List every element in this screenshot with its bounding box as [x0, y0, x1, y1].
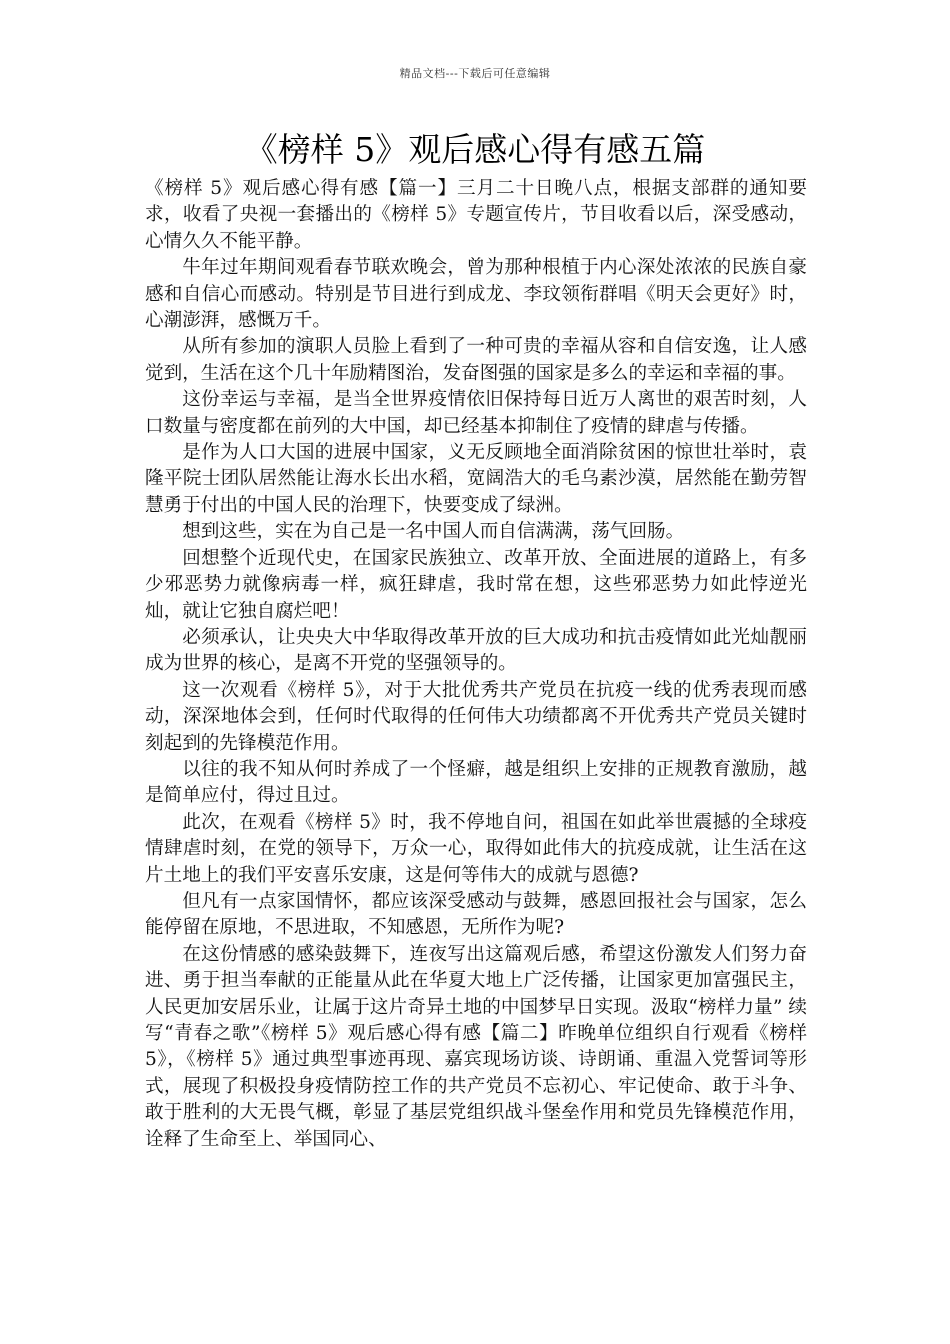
document-body — [145, 176, 807, 1153]
paragraph: 必须承认，让央央大中华取得改革开放的巨大成功和抗击疫情如此光灿靓丽成为世界的核心，是离不开党的坚强领导的。 — [145, 626, 807, 675]
paragraph: 在这份情感的感染鼓舞下，连夜写出这篇观后感，希望这份激发人们努力奋进、勇于担当奉献的正能量从此在华夏大地上广泛传播，让国家更加富强民主，人民更加安居乐业，让属于这片奇异土地的中国梦早日实现。汲取“榜样力量” 续写“青春之歌”《榜样 5》观后感心得有感【篇二】昨晚单位组织自行观看《榜样 5》，《榜样 5》通过典型事迹再现、嘉宾现场访谈、诗朗诵、重温入党誓词等形式，展现了积极投身疫情防控工作的共产党员不忘初心、牢记使命、敢于斗争、敢于胜利的大无畏气概，彰显了基层党组织战斗堡垒作用和党员先锋模范作用，诠释了生命至上、举国同心、 — [145, 943, 807, 1150]
paragraph: 《榜样 5》观后感心得有感【篇一】三月二十日晚八点，根据支部群的通知要求，收看了央视一套播出的《榜样 5》专题宣传片，节目收看以后，深受感动，心情久久不能平静。 — [145, 178, 807, 252]
header-note: 精品文档---下载后可任意编辑 — [399, 67, 551, 80]
paragraph: 但凡有一点家国情怀，都应该深受感动与鼓舞，感恩回报社会与国家，怎么能停留在原地，不思进取，不知感恩，无所作为呢? — [145, 890, 807, 939]
paragraph: 牛年过年期间观看春节联欢晚会，曾为那种根植于内心深处浓浓的民族自豪感和自信心而感动。特别是节目进行到成龙、李玟领衔群唱《明天会更好》时，心潮澎湃，感慨万千。 — [145, 257, 807, 332]
paragraph: 这份幸运与幸福，是当全世界疫情依旧保持每日近万人离世的艰苦时刻，人口数量与密度都在前列的大中国，却已经基本抑制住了疫情的肆虐与传播。 — [145, 389, 807, 437]
document-title: 《榜样 5》观后感心得有感五篇 — [244, 130, 706, 169]
paragraph: 想到这些，实在为自己是一名中国人而自信满满，荡气回肠。 — [182, 521, 685, 543]
paragraph: 是作为人口大国的进展中国家，义无反顾地全面消除贫困的惊世壮举时，袁隆平院士团队居然能让海水长出水稻，宽阔浩大的毛乌素沙漠，居然能在勤劳智慧勇于付出的中国人民的治理下，快要变成了绿洲。 — [145, 442, 807, 516]
paragraph: 此次，在观看《榜样 5》时，我不停地自问，祖国在如此举世震撼的全球疫情肆虐时刻，在党的领导下，万众一心，取得如此伟大的抗疫成就，让生活在这片土地上的我们平安喜乐安康，这是何等伟大的成就与恩德? — [145, 811, 807, 886]
paragraph: 以往的我不知从何时养成了一个怪癖，越是组织上安排的正规教育激励，越是简单应付，得过且过。 — [145, 758, 807, 807]
paragraph: 从所有参加的演职人员脸上看到了一种可贵的幸福从容和自信安逸，让人感觉到，生活在这个几十年励精图治，发奋图强的国家是多么的幸运和幸福的事。 — [145, 336, 807, 384]
paragraph: 回想整个近现代史，在国家民族独立、改革开放、全面进展的道路上，有多少邪恶势力就像病毒一样，疯狂肆虐，我时常在想，这些邪恶势力如此悖逆光灿，就让它独自腐烂吧！ — [145, 547, 807, 622]
paragraph: 这一次观看《榜样 5》，对于大批优秀共产党员在抗疫一线的优秀表现而感动，深深地体会到，任何时代取得的任何伟大功绩都离不开优秀共产党员关键时刻起到的先锋模范作用。 — [145, 679, 807, 754]
